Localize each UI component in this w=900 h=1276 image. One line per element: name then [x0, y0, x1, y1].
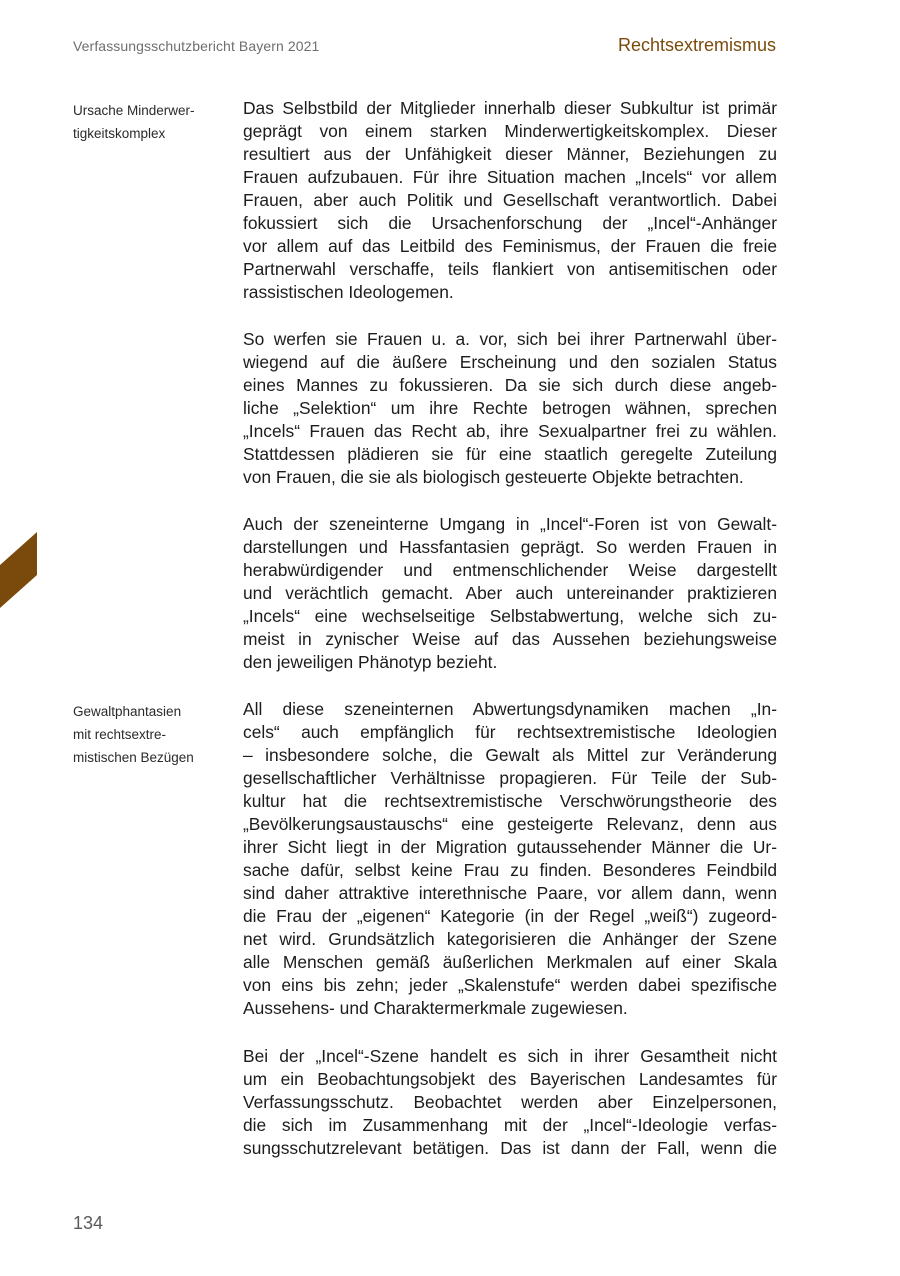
text-line: ihrer Sicht liegt in der Migration gutaussehender Männer die Ur-: [243, 837, 777, 857]
paragraph-3: [243, 513, 777, 674]
sidenote-gewaltphantasien: [73, 700, 223, 769]
text-line: und verächtlich gemacht. Aber auch untereinander praktizieren: [243, 583, 777, 603]
text-line: Partnerwahl verschaffe, teils flankiert von antisemitischen oder: [243, 259, 777, 279]
text-line: Bei der „Incel“-Szene handelt es sich in ihrer Gesamtheit nicht: [243, 1046, 777, 1066]
text-line: „Incels“ eine wechselseitige Selbstabwertung, welche sich zu-: [243, 606, 777, 626]
text-line: Frauen aufzubauen. Für ihre Situation machen „Incels“ vor allem: [243, 167, 777, 187]
text-line: kultur hat die rechtsextremistische Verschwörungstheorie des: [243, 791, 777, 811]
paragraph-2: [243, 328, 777, 489]
paragraph-5: [243, 1045, 777, 1160]
text-line: geprägt von einem starken Minderwertigkeitskomplex. Dieser: [243, 121, 777, 141]
text-line: um ein Beobachtungsobjekt des Bayerischen Landesamtes für: [243, 1069, 777, 1089]
text-line: den jeweiligen Phänotyp bezieht.: [243, 652, 498, 672]
sidenote-line: Ursache Minderwer-: [73, 103, 195, 118]
text-line: von Frauen, die sie als biologisch gesteuerte Objekte betrachten.: [243, 467, 744, 487]
sidenote-line: tigkeitskomplex: [73, 126, 166, 141]
running-header-title: Verfassungsschutzbericht Bayern 2021: [73, 38, 320, 54]
text-line: Aussehens- und Charaktermerkmale zugewiesen.: [243, 998, 628, 1018]
sidenote-minderwertigkeitskomplex: [73, 99, 223, 145]
paragraph-4: [243, 698, 777, 1020]
sidenote-line: mit rechtsextre-: [73, 727, 167, 742]
text-line: net wird. Grundsätzlich kategorisieren die Anhänger der Szene: [243, 929, 777, 949]
text-line: rassistischen Ideologemen.: [243, 282, 454, 302]
text-line: vor allem auf das Leitbild des Feminismus, der Frauen die freie: [243, 236, 777, 256]
text-line: Frauen, aber auch Politik und Gesellschaft verantwortlich. Dabei: [243, 190, 777, 210]
text-line: All diese szeneinternen Abwertungsdynamiken machen „In-: [243, 699, 777, 719]
chapter-tab-marker: [0, 532, 37, 608]
text-line: resultiert aus der Unfähigkeit dieser Männer, Beziehungen zu: [243, 144, 777, 164]
text-line: „Bevölkerungsaustauschs“ eine gesteigerte Relevanz, denn aus: [243, 814, 777, 834]
text-line: Verfassungsschutz. Beobachtet werden aber Einzelpersonen,: [243, 1092, 777, 1112]
text-line: gesellschaftlicher Verhältnisse propagieren. Für Teile der Sub-: [243, 768, 777, 788]
text-line: alle Menschen gemäß äußerlichen Merkmalen auf einer Skala: [243, 952, 777, 972]
text-line: fokussiert sich die Ursachenforschung der „Incel“-Anhänger: [243, 213, 777, 233]
text-line: Das Selbstbild der Mitglieder innerhalb dieser Subkultur ist primär: [243, 98, 777, 118]
text-line: von eins bis zehn; jeder „Skalenstufe“ werden dabei spezifische: [243, 975, 777, 995]
text-line: meist in zynischer Weise auf das Aussehen beziehungsweise: [243, 629, 777, 649]
text-line: cels“ auch empfänglich für rechtsextremistische Ideologien: [243, 722, 777, 742]
text-line: liche „Selektion“ um ihre Rechte betrogen wähnen, sprechen: [243, 398, 777, 418]
text-line: wiegend auf die äußere Erscheinung und den sozialen Status: [243, 352, 777, 372]
text-line: Auch der szeneinterne Umgang in „Incel“-Foren ist von Gewalt-: [243, 514, 777, 534]
text-line: herabwürdigender und entmenschlichender Weise dargestellt: [243, 560, 777, 580]
text-line: Stattdessen plädieren sie für eine staatlich geregelte Zuteilung: [243, 444, 777, 464]
text-line: sind daher attraktive interethnische Paare, vor allem dann, wenn: [243, 883, 777, 903]
text-line: sungsschutzrelevant betätigen. Das ist dann der Fall, wenn die: [243, 1138, 777, 1158]
text-line: So werfen sie Frauen u. a. vor, sich bei ihrer Partnerwahl über-: [243, 329, 777, 349]
section-title: Rechtsextremismus: [617, 35, 776, 55]
text-line: die sich im Zusammenhang mit der „Incel“-Ideologie verfas-: [243, 1115, 777, 1135]
text-line: darstellungen und Hassfantasien geprägt. So werden Frauen in: [243, 537, 777, 557]
text-line: sache dafür, selbst keine Frau zu finden. Besonderes Feindbild: [243, 860, 777, 880]
text-line: die Frau der „eigenen“ Kategorie (in der Regel „weiß“) zugeord-: [243, 906, 777, 926]
page-number: 134: [73, 1213, 104, 1233]
sidenote-line: Gewaltphantasien: [73, 704, 182, 719]
sidenote-line: mistischen Bezügen: [73, 750, 194, 765]
text-line: „Incels“ Frauen das Recht ab, ihre Sexualpartner frei zu wählen.: [243, 421, 777, 441]
paragraph-1: [243, 97, 777, 304]
text-line: – insbesondere solche, die Gewalt als Mittel zur Veränderung: [243, 745, 777, 765]
text-line: eines Mannes zu fokussieren. Da sie sich durch diese angeb-: [243, 375, 777, 395]
